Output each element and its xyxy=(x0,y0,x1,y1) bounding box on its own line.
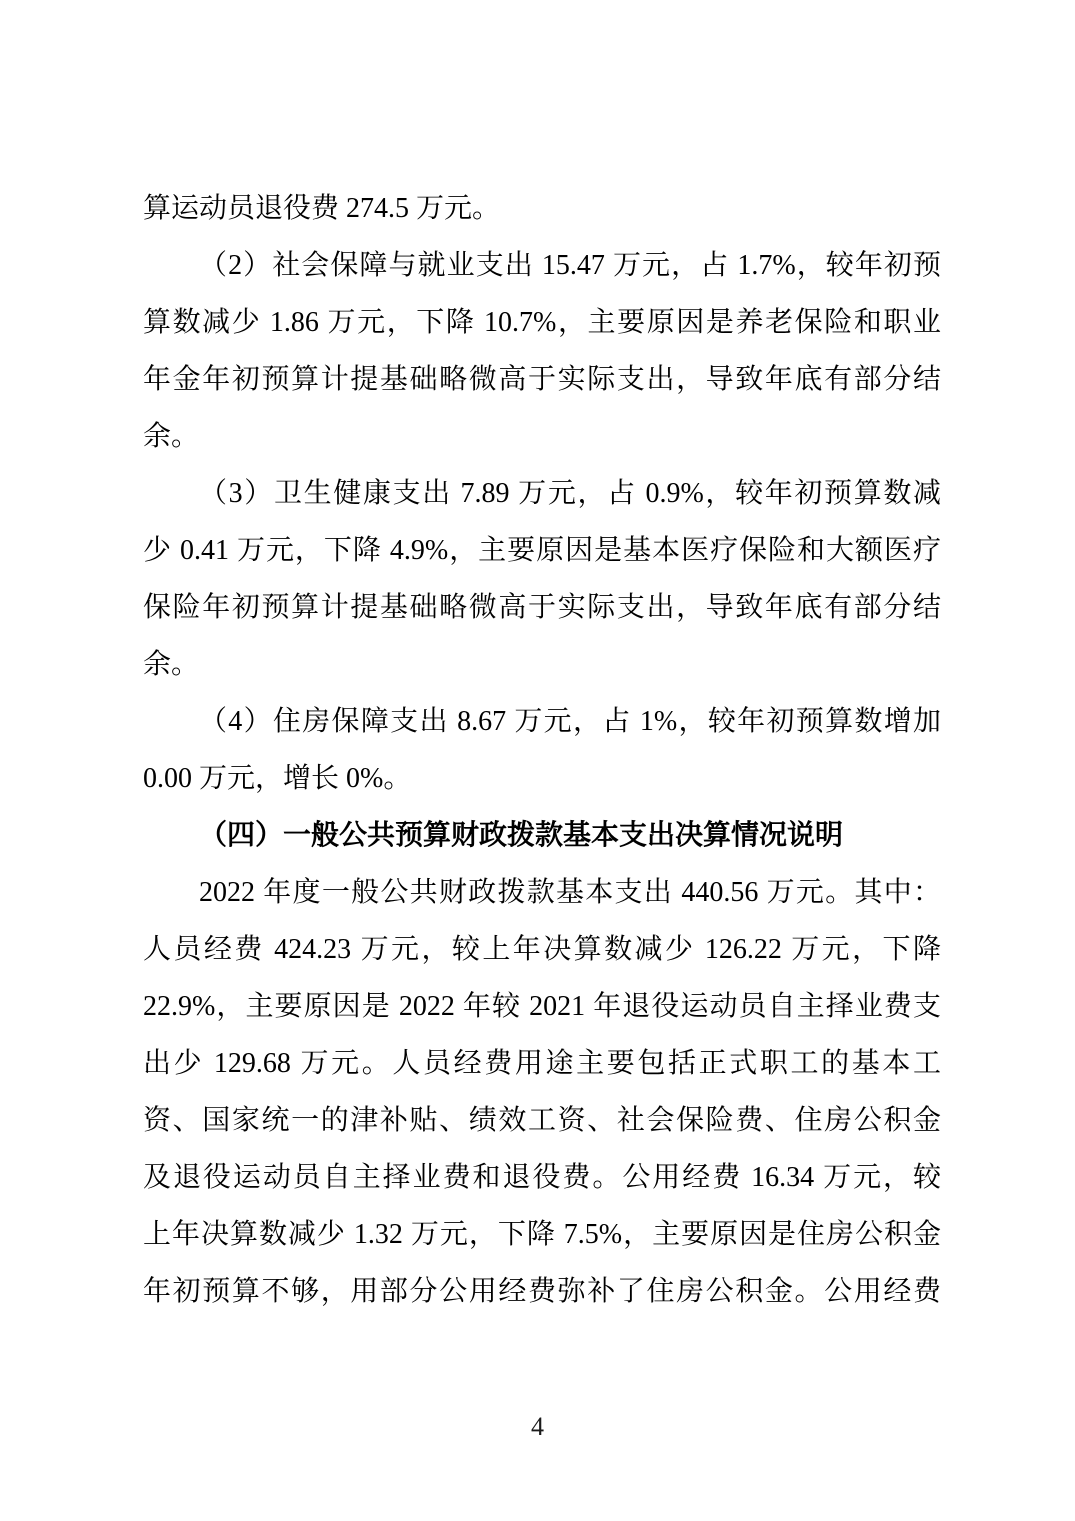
text-line: 算运动员退役费 274.5 万元。 xyxy=(143,193,501,224)
text-line: 出少 129.68 万元。人员经费用途主要包括正式职工的基本工 xyxy=(143,1048,941,1079)
text-line: 少 0.41 万元，下降 4.9%，主要原因是基本医疗保险和大额医疗 xyxy=(143,535,941,566)
text-line: 余。 xyxy=(143,421,200,452)
text-line: （3）卫生健康支出 7.89 万元，占 0.9%，较年初预算数减 xyxy=(199,478,941,509)
text-line: 年金年初预算计提基础略微高于实际支出，导致年底有部分结 xyxy=(143,364,941,395)
text-line: 2022 年度一般公共财政拨款基本支出 440.56 万元。其中： xyxy=(199,877,941,908)
text-line: 22.9%，主要原因是 2022 年较 2021 年退役运动员自主择业费支 xyxy=(143,991,941,1022)
text-line: 年初预算不够，用部分公用经费弥补了住房公积金。公用经费 xyxy=(143,1276,941,1307)
text-line: 余。 xyxy=(143,649,200,680)
text-line: 算数减少 1.86 万元，下降 10.7%，主要原因是养老保险和职业 xyxy=(143,307,941,338)
text-line: （4）住房保障支出 8.67 万元，占 1%，较年初预算数增加 xyxy=(199,706,941,737)
text-line: 人员经费 424.23 万元，较上年决算数减少 126.22 万元，下降 xyxy=(143,934,941,965)
text-line: 0.00 万元，增长 0%。 xyxy=(143,763,412,794)
text-line: 资、国家统一的津补贴、绩效工资、社会保险费、住房公积金 xyxy=(143,1105,941,1136)
section-heading: （四）一般公共预算财政拨款基本支出决算情况说明 xyxy=(199,820,844,851)
page-number: 4 xyxy=(531,1412,544,1441)
text-line: （2）社会保障与就业支出 15.47 万元，占 1.7%，较年初预 xyxy=(199,250,941,281)
text-line: 上年决算数减少 1.32 万元，下降 7.5%，主要原因是住房公积金 xyxy=(143,1219,941,1250)
document-body xyxy=(143,180,941,1320)
text-line: 及退役运动员自主择业费和退役费。公用经费 16.34 万元，较 xyxy=(143,1162,941,1193)
text-line: 保险年初预算计提基础略微高于实际支出，导致年底有部分结 xyxy=(143,592,941,623)
